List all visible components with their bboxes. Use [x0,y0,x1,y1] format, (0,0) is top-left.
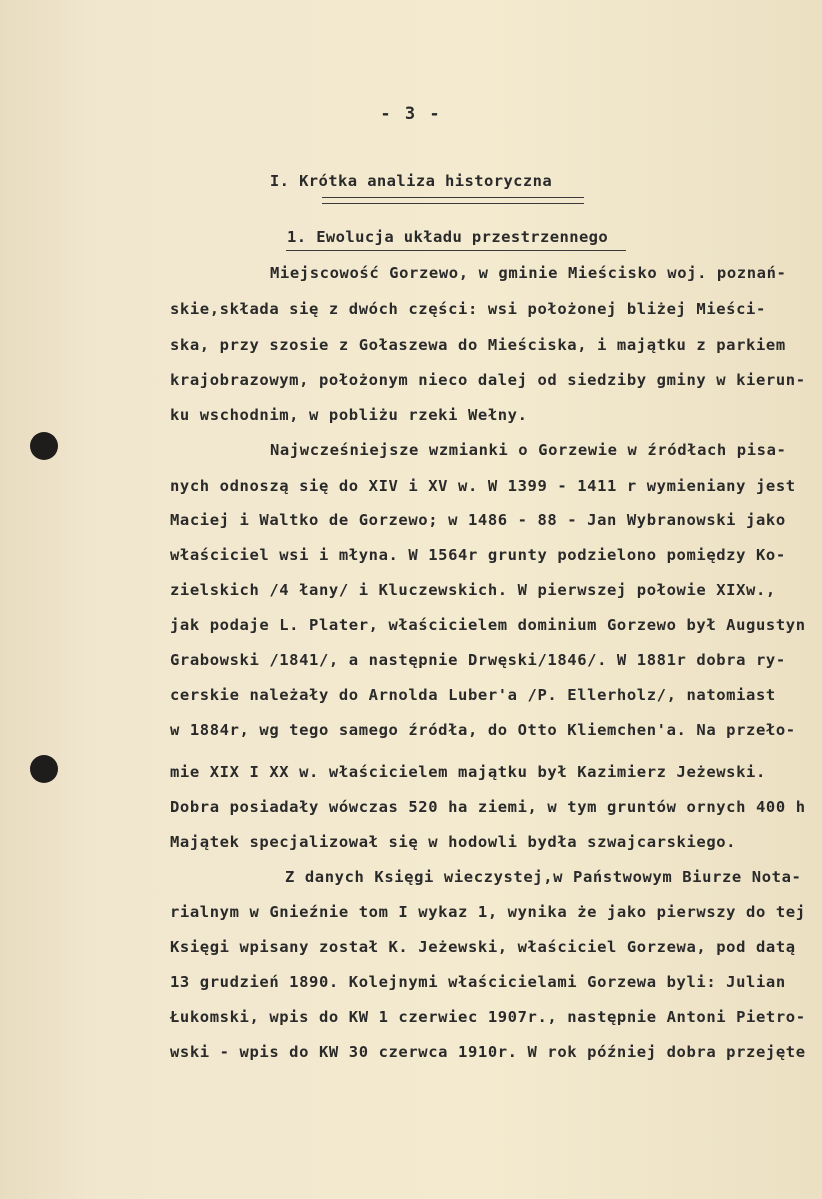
text-line: Księgi wpisany został K. Jeżewski, właściciel Gorzewa, pod datą [170,938,796,956]
text-line: Majątek specjalizował się w hodowli bydła szwajcarskiego. [170,833,737,851]
text-line: nych odnoszą się do XIV i XV w. W 1399 - 1411 r wymieniany jest [170,477,796,495]
text-line: właściciel wsi i młyna. W 1564r grunty podzielono pomiędzy Ko- [170,546,786,564]
text-line: wski - wpis do KW 30 czerwca 1910r. W rok później dobra przejęte [170,1043,806,1061]
text-line: zielskich /4 łany/ i Kluczewskich. W pierwszej połowie XIXw., [170,581,776,599]
text-line: mie XIX I XX w. właścicielem majątku był Kazimierz Jeżewski. [170,763,766,781]
subsection-heading: 1. Ewolucja układu przestrzennego [287,228,609,246]
text-line: Maciej i Waltko de Gorzewo; w 1486 - 88 - Jan Wybranowski jako [170,511,786,529]
section-heading: I. Krótka analiza historyczna [269,172,553,190]
text-line: w 1884r, wg tego samego źródła, do Otto Kliemchen'a. Na przeło- [170,721,796,739]
text-line: ku wschodnim, w pobliżu rzeki Wełny. [170,406,528,424]
punch-hole [30,755,58,783]
text-line: skie,składa się z dwóch części: wsi położonej bliżej Mieści- [170,300,766,318]
punch-hole [30,432,58,460]
subheading-underline [286,250,626,251]
page-number: - 3 - [380,104,442,124]
text-line: Najwcześniejsze wzmianki o Gorzewie w źródłach pisa- [270,441,787,459]
text-line: ska, przy szosie z Gołaszewa do Mieściska, i majątku z parkiem [170,336,786,354]
text-line: Z danych Księgi wieczystej,w Państwowym Biurze Nota- [285,868,802,886]
text-line: rialnym w Gnieźnie tom I wykaz 1, wynika że jako pierwszy do tej [170,903,806,921]
text-line: Miejscowość Gorzewo, w gminie Mieścisko woj. poznań- [270,264,787,282]
text-line: cerskie należały do Arnolda Luber'a /P. Ellerholz/, natomiast [170,686,776,704]
text-line: Grabowski /1841/, a następnie Drwęski/1846/. W 1881r dobra ry- [170,651,786,669]
text-line: Łukomski, wpis do KW 1 czerwiec 1907r., następnie Antoni Pietro- [170,1008,806,1026]
text-line: jak podaje L. Plater, właścicielem dominium Gorzewo był Augustyn [170,616,806,634]
text-line: Dobra posiadały wówczas 520 ha ziemi, w tym gruntów ornych 400 h [170,798,806,816]
heading-double-underline [322,197,584,204]
text-line: krajobrazowym, położonym nieco dalej od siedziby gminy w kierun- [170,371,806,389]
text-line: 13 grudzień 1890. Kolejnymi właścicielami Gorzewa byli: Julian [170,973,786,991]
